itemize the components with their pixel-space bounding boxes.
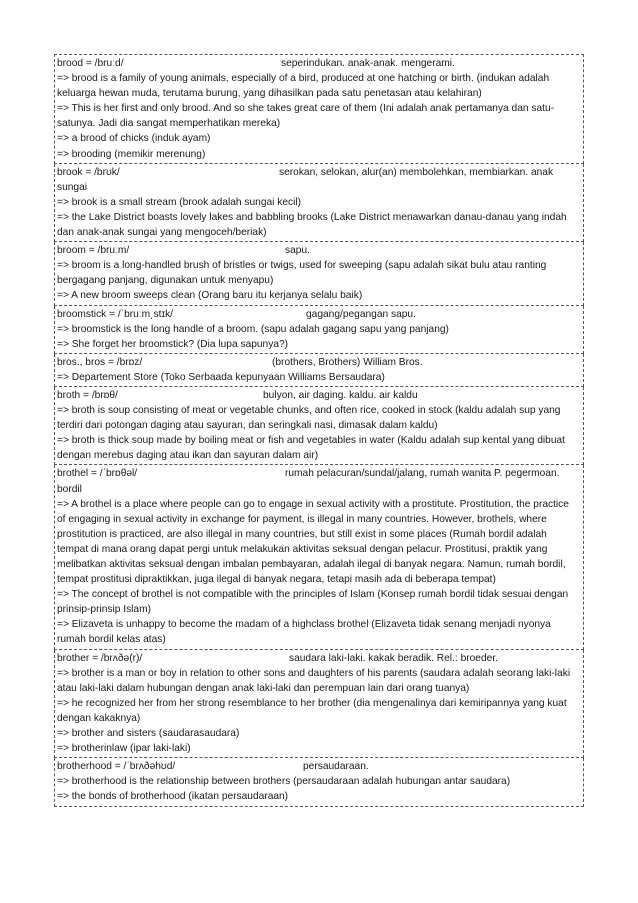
meaning: sapu. [285,245,310,257]
example-line: => Departement Store (Toko Serbaada kepunyaan Williams Bersaudara) [57,371,385,383]
example-line: => brood is a family of young animals, especially of a bird, produced at one hatching or birth. (indukan adalah keluarga hewan muda, terutama burung, yang dihasilkan pada satu penetasan atau kelahiran) [57,73,550,100]
meaning: persaudaraan. [303,761,369,773]
entry-bros [54,354,584,387]
headword: brook = /brʊk/ [57,166,120,178]
entry-head [57,759,580,774]
entry-broth [54,387,584,465]
headword: brotherhood = /ˈbrʌðəhʊd/ [57,761,176,773]
meaning: gagang/pegangan sapu. [306,308,416,320]
example-line: => brook is a small stream (brook adalah sungai kecil) [57,196,302,208]
entry-head [57,56,580,71]
meaning: seperindukan. anak-anak. mengerami. [281,58,455,69]
entry-head [57,466,580,496]
example-line: => broom is a long-handled brush of bristles or twigs, used for sweeping (sapu adalah sikat bulu atau ranting bergagang panjang, digunakan untuk menyapu) [57,260,547,287]
entry-broomstick [54,306,584,354]
example-line: => brooding (memikir merenung) [57,148,206,160]
meaning: bulyon, air daging. kaldu. air kaldu [263,389,418,401]
headword: brothel = /ˈbrɒθəl/ [57,468,138,480]
example-line: => broth is soup consisting of meat or vegetable chunks, and often rice, cooked in stock (kaldu adalah sup yang terdiri dari potongan daging atau sayuran, dan seringkali nasi, dimasak dalam kaldu) [57,405,561,432]
meaning: serokan, selokan, alur(an) membolehkan, membiarkan. anak sungai [57,166,554,193]
example-line: => brotherhood is the relationship between brothers (persaudaraan adalah hubungan antar saudara) [57,776,511,788]
headword: brother = /brʌðə(r)/ [57,652,143,664]
example-line: => brotherinlaw (ipar laki-laki) [57,743,191,755]
entry-head [57,243,580,258]
entry-broom [54,242,584,305]
entry-brother [54,650,584,759]
example-line: => She forget her broomstick? (Dia lupa sapunya?) [57,338,289,350]
example-line: => This is her first and only brood. And so she takes great care of them (Ini adalah anak pertamanya dan satu-satunya. Jadi dia sangat memperhatikan mereka) [57,103,555,130]
entry-head [57,165,580,195]
dictionary-page [54,54,584,807]
headword: brood = /bruːd/ [57,58,124,69]
headword: broom = /bruːm/ [57,245,130,257]
example-line: => brother is a man or boy in relation to other sons and daughters of his parents (saudara adalah seorang laki-laki atau laki-laki dalam hubungan dengan anak laki-laki dan perempuan lain dari orang tuanya) [57,667,571,694]
example-line: => broomstick is the long handle of a broom. (sapu adalah gagang sapu yang panjang) [57,323,449,335]
entry-brook [54,164,584,242]
entry-head [57,388,580,403]
entry-head [57,651,580,666]
entry-head [57,307,580,322]
entry-brood [54,54,584,164]
example-line: => broth is thick soup made by boiling meat or fish and vegetables in water (Kaldu adalah sup kental yang dibuat dengan merebus daging atau ikan dan sayuran dalam air) [57,435,565,462]
headword: bros., bros = /brɒz/ [57,356,143,368]
example-line: => brother and sisters (saudarasaudara) [57,728,240,740]
headword: broth = /brɒθ/ [57,389,118,401]
entry-brotherhood [54,758,584,806]
entry-brothel [54,465,584,649]
example-line: => The concept of brothel is not compatible with the principles of Islam (Konsep rumah bordil tidak sesuai dengan prinsip-prinsip Islam) [57,589,569,616]
headword: broomstick = /ˈbruːm͵stɪk/ [57,308,173,320]
example-line: => the Lake District boasts lovely lakes and babbling brooks (Lake District menawarkan danau-danau yang indah dan anak-anak sungai yang mengoceh/beriak) [57,211,567,239]
meaning: saudara laki-laki. kakak beradik. Rel.: broeder. [289,652,498,664]
example-line: => the bonds of brotherhood (ikatan persaudaraan) [57,791,289,803]
meaning: rumah pelacuran/sundal/jalang, rumah wanita P. pegermoan. bordil [57,468,560,495]
entry-head [57,355,580,370]
example-line: => Elizaveta is unhappy to become the madam of a highclass brothel (Elizaveta tidak senang menjadi nyonya rumah bordil kelas atas) [57,619,551,646]
meaning: (brothers, Brothers) William Bros. [272,356,423,368]
example-line: => A new broom sweeps clean (Orang baru itu kerjanya selalu baik) [57,290,363,302]
example-line: => A brothel is a place where people can go to engage in sexual activity with a prostitute. Prostitution, the practice of engaging in sexual activity in exchange for payment, is illegal in many countries. However, brothels, where prostitution is practiced, are also illegal in many countries, but still exist in some places (Rumah bordil adalah tempat di mana orang dapat pergi untuk melakukan aktivitas seksual dengan pelacur. Prostitusi, praktik yang melibatkan aktivitas seksual dengan imbalan pembayaran, adalah ilegal di banyak negara. Namun, rumah bordil, tempat prostitusi dipraktikkan, juga ilegal di banyak negara, tetapi masih ada di beberapa tempat) [57,498,569,586]
example-line: => he recognized her from her strong resemblance to her brother (dia mengenalinya dari kemiripannya yang kuat dengan kakaknya) [57,697,567,724]
example-line: => a brood of chicks (induk ayam) [57,133,211,145]
